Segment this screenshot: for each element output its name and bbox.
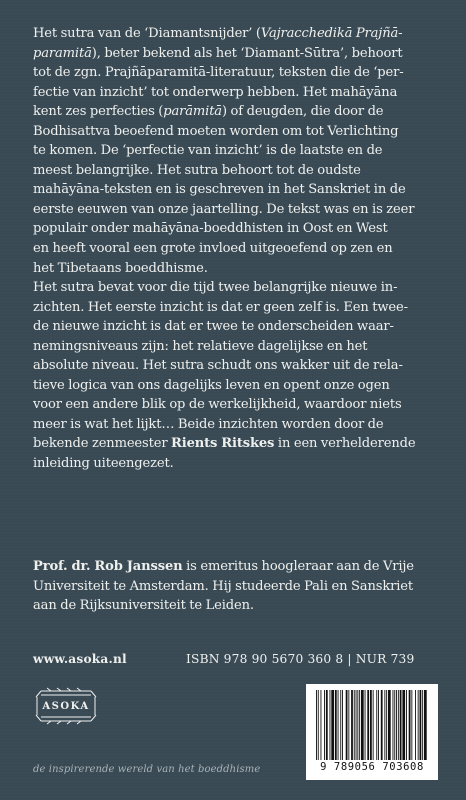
barcode-bar: [373, 690, 374, 760]
blurb-line: te komen. De ‘perfectie van inzicht’ is de laatste en de: [33, 143, 383, 159]
blurb-line: meest belangrijke. Het sutra behoort tot de oudste: [33, 162, 361, 178]
publisher-logo-text: ASOKA: [42, 701, 90, 712]
isbn-barcode: [306, 684, 438, 780]
blurb-italic-title: paramitā: [33, 45, 92, 61]
barcode-bar: [356, 690, 357, 760]
barcode-bar: [361, 690, 364, 760]
blurb-line: de nieuwe inzicht is dat er twee te onderscheiden waar-: [33, 319, 394, 335]
blurb-line: mahāyāna-teksten en is geschreven in het Sanskriet in de: [33, 182, 406, 198]
barcode-bar: [357, 690, 358, 760]
blurb-text: ), beter bekend als het ‘Diamant-Sūtra’, behoort: [91, 45, 403, 61]
barcode-bar: [376, 690, 377, 760]
blurb-text: Het sutra van de ‘Diamantsnijder’ (: [33, 26, 261, 41]
barcode-bar: [342, 690, 343, 760]
publisher-tagline: de inspirerende wereld van het boeddhisme: [33, 764, 261, 775]
blurb-text: kent zes perfecties (: [33, 104, 164, 120]
blurb-line: inleiding uiteengezet.: [33, 456, 174, 472]
barcode-bar: [388, 690, 391, 760]
barcode-bar: [418, 690, 419, 760]
barcode-bar: [396, 690, 397, 760]
blurb-line: zichten. Het eerste inzicht is dat er geen zelf is. Een twee-: [33, 299, 408, 315]
barcode-bar: [331, 690, 334, 760]
blurb-line: [33, 102, 437, 122]
back-cover-blurb: [33, 24, 437, 474]
author-bio: [33, 557, 437, 616]
barcode-bar: [411, 690, 412, 760]
author-name: Prof. dr. Rob Janssen: [33, 559, 183, 574]
barcode-bar: [393, 690, 394, 760]
blurb-line: voor een andere blik op de werkelijkheid, waardoor niets: [33, 397, 402, 413]
blurb-line: eerste eeuwen van onze jaartelling. De tekst was en is zeer: [33, 201, 415, 217]
blurb-line: tieve logica van ons dagelijks leven en opent onze ogen: [33, 377, 390, 393]
barcode-bar: [324, 690, 325, 760]
blurb-line: [33, 434, 437, 454]
barcode-bar: [326, 690, 328, 760]
barcode-bar: [348, 690, 349, 760]
barcode-bar: [378, 690, 379, 760]
blurb-line: en heeft vooral een grote invloed uitgeoefend op zen en: [33, 241, 393, 257]
blurb-line: Bodhisattva beoefend moeten worden om tot Verlichting: [33, 123, 399, 139]
barcode-bar: [367, 690, 369, 760]
blurb-italic-term: parāmitā: [163, 104, 222, 120]
barcode-bar: [354, 690, 355, 760]
isbn-nur: ISBN 978 90 5670 360 8 | NUR 739: [186, 652, 415, 666]
blurb-text: ) of deugden, die door de: [221, 104, 384, 120]
barcode-bar: [340, 690, 341, 760]
barcode-bar: [415, 690, 416, 760]
barcode-bar: [359, 690, 360, 760]
barcode-bar: [330, 690, 331, 760]
barcode-bar: [422, 690, 423, 760]
blurb-line: het Tibetaans boeddhisme.: [33, 260, 208, 276]
blurb-text: bekende zenmeester: [33, 436, 172, 452]
barcode-digits: 9 789056 703608: [320, 761, 424, 773]
barcode-bar: [406, 690, 407, 760]
introducer-name: Rients Ritskes: [171, 436, 275, 452]
barcode-bar: [394, 690, 395, 760]
blurb-line: populair onder mahāyāna-boeddhisten in Oost en West: [33, 221, 388, 237]
blurb-line: tot de zgn. Prajñāparamitā-literatuur, teksten die de ‘per-: [33, 65, 404, 81]
barcode-bar: [365, 690, 366, 760]
blurb-line: absolute niveau. Het sutra schudt ons wakker uit de rela-: [33, 358, 403, 374]
barcode-icon: [316, 690, 428, 760]
barcode-bar: [351, 690, 353, 760]
blurb-line: meer is wat het lijkt… Beide inzichten worden door de: [33, 416, 384, 432]
barcode-bar: [424, 690, 427, 760]
barcode-bar: [318, 690, 319, 760]
barcode-bar: [398, 690, 399, 760]
barcode-bar: [381, 690, 383, 760]
blurb-line: [33, 24, 437, 44]
barcode-bar: [400, 690, 402, 760]
barcode-bar: [316, 690, 317, 760]
author-bio-line: [33, 557, 437, 577]
author-bio-text: is emeritus hoogleraar aan de Vrije: [182, 559, 414, 574]
barcode-bar: [346, 690, 348, 760]
blurb-line: nemingsniveaus zijn: het relatieve dagelijkse en het: [33, 338, 368, 354]
barcode-bar: [384, 690, 385, 760]
barcode-bar: [402, 690, 405, 760]
barcode-bar: [386, 690, 387, 760]
blurb-text: in een verhelderende: [274, 436, 416, 452]
barcode-bar: [335, 690, 337, 760]
blurb-italic-title: Vajracchedikā Prajñā-: [260, 26, 403, 41]
author-bio-line: aan de Rijksuniversiteit te Leiden.: [33, 598, 254, 614]
barcode-bar: [409, 690, 411, 760]
blurb-line: [33, 44, 437, 64]
publisher-website[interactable]: www.asoka.nl: [33, 652, 127, 666]
blurb-line: Het sutra bevat voor die tijd twee belangrijke nieuwe in-: [33, 280, 398, 296]
barcode-bar: [370, 690, 372, 760]
blurb-line: fectie van inzicht’ tot onderwerp hebben. Het mahāyāna: [33, 84, 398, 100]
barcode-bar: [338, 690, 339, 760]
publisher-logo: [33, 687, 99, 727]
barcode-bar: [420, 690, 422, 760]
author-bio-line: Universiteit te Amsterdam. Hij studeerde Pali en Sanskriet: [33, 578, 413, 594]
barcode-bar: [321, 690, 322, 760]
